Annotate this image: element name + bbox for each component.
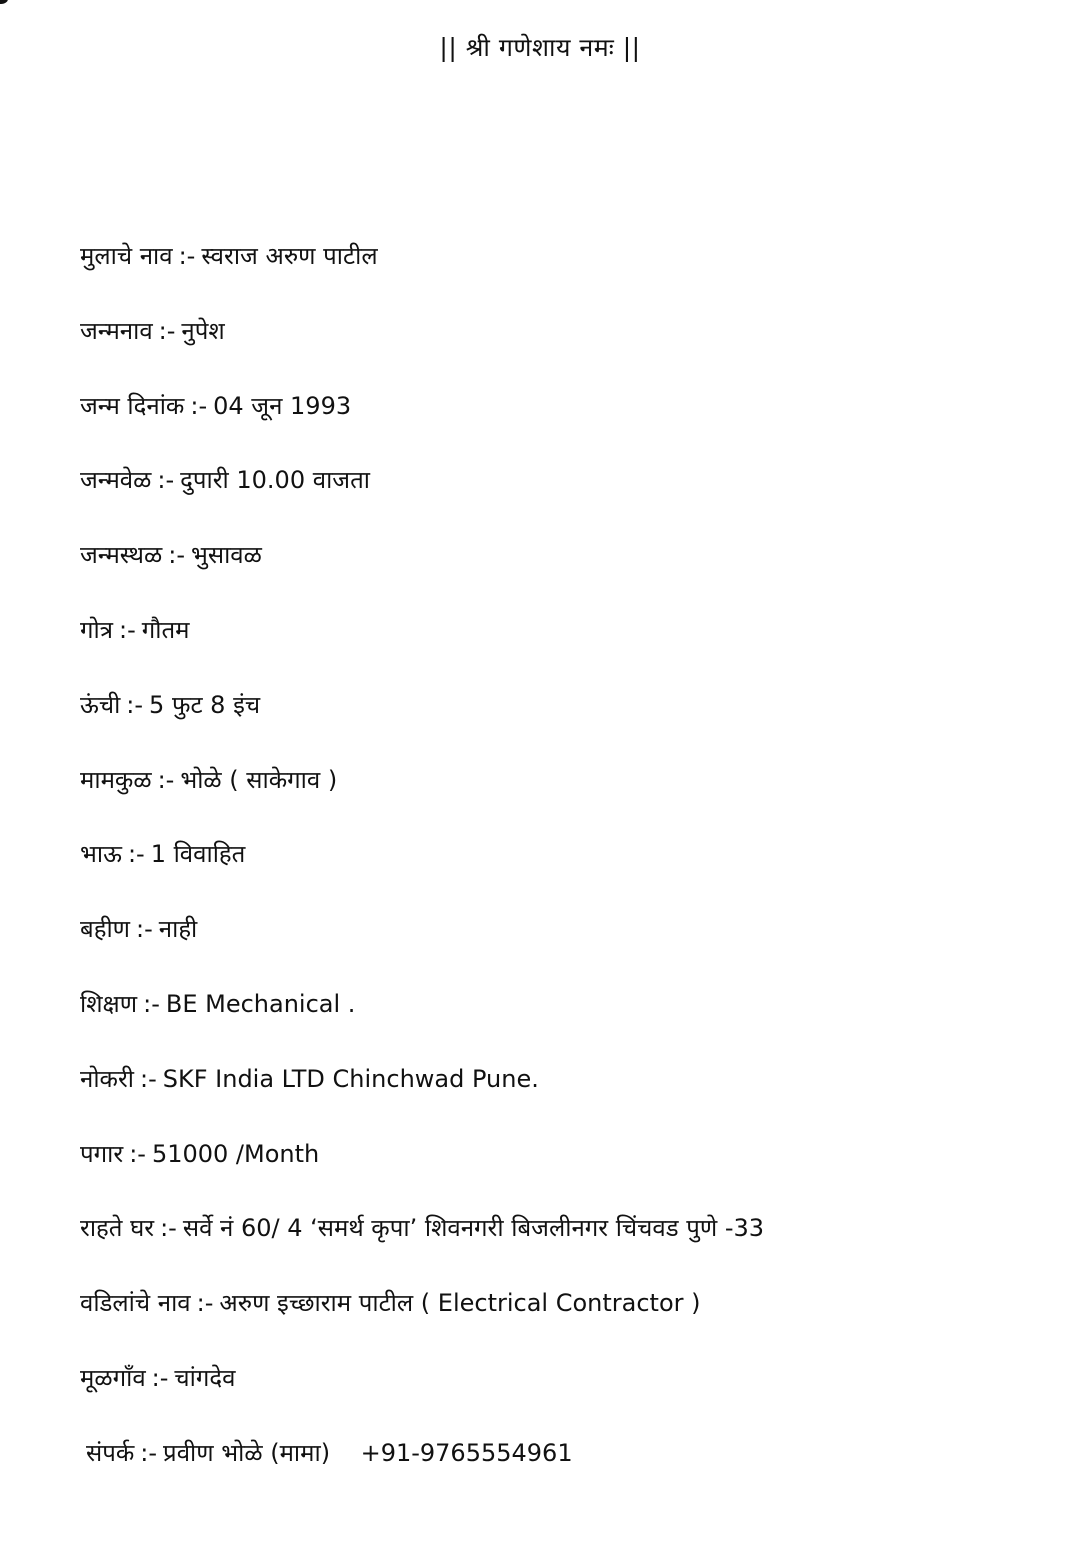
field-separator: :- [196,1289,214,1318]
field-label: बहीण [80,915,131,944]
field-separator: :- [178,242,196,270]
field-value: भुसावळ [190,541,262,570]
field-row-birth-time [80,459,1040,534]
field-row-height [80,684,1040,759]
field-separator: :- [140,1064,157,1093]
field-value: BE Mechanical . [165,989,356,1018]
field-label: जन्म दिनांक [80,391,185,420]
page-header: || श्री गणेशाय नमः || [439,33,641,62]
field-label: जन्मनाव [80,316,153,345]
field-separator: :- [160,1214,177,1243]
field-value: SKF India LTD Chinchwad Pune. [162,1064,539,1093]
field-separator: :- [151,1363,169,1392]
field-row-job [80,1058,1040,1133]
field-row-name [80,235,1040,310]
field-separator: :- [158,316,176,345]
field-row-birth-date [80,385,1040,460]
field-row-brother [80,833,1040,908]
field-value: चांगदेव [174,1363,236,1392]
field-value: नाही [158,915,198,944]
field-label: गोत्र [80,615,113,644]
field-row-contact [80,1432,1040,1507]
field-row-education [80,983,1040,1058]
field-value: नुपेश [181,316,225,345]
field-row-gotra [80,609,1040,684]
field-value: 51000 /Month [151,1139,320,1168]
field-label: मामकुळ [80,765,152,794]
field-separator: :- [157,466,175,495]
field-value: 5 फुट 8 इंच [149,690,261,719]
field-label: नोकरी [80,1064,134,1093]
field-label: वडिलांचे नाव [80,1289,191,1318]
field-label: शिक्षण [80,989,138,1018]
field-value: अरुण इच्छाराम पाटील ( Electrical Contractor ) [219,1289,701,1318]
field-value: 04 जून 1993 [213,391,352,420]
field-label: भाऊ [80,840,122,869]
field-value: प्रवीण भोळे (मामा) +91-9765554961 [163,1438,573,1467]
field-row-native-village [80,1357,1040,1432]
field-value: भोळे ( साकेगाव ) [180,765,338,794]
field-label: ऊंची [80,690,121,719]
field-separator: :- [126,690,144,719]
field-separator: :- [168,541,185,570]
field-row-residence [80,1207,1040,1282]
field-row-birth-place [80,534,1040,609]
field-row-father-name [80,1282,1040,1357]
field-row-salary [80,1133,1040,1208]
field-row-birth-name [80,310,1040,385]
field-separator: :- [136,915,153,944]
field-row-maternal-family [80,759,1040,834]
field-value: दुपारी 10.00 वाजता [180,466,370,495]
field-label: पगार [80,1139,124,1168]
corner-mark [0,0,8,4]
field-separator: :- [157,765,175,794]
field-label: जन्मस्थळ [80,541,163,570]
field-label: जन्मवेळ [80,466,152,495]
field-separator: :- [127,840,145,869]
field-value: सर्वे नं 60/ 4 ‘समर्थ कृपा’ शिवनगरी बिजलीनगर चिंचवड पुणे -33 [182,1214,765,1243]
field-label: संपर्क [86,1438,135,1467]
field-value: स्वराज अरुण पाटील [201,242,378,270]
field-separator: :- [118,615,136,644]
field-label: राहते घर [80,1214,155,1243]
field-separator: :- [190,391,208,420]
biodata-fields [80,235,1040,1507]
field-separator: :- [143,989,160,1018]
field-label: मुलाचे नाव [80,242,173,270]
field-label: मूळगाँव [80,1363,146,1392]
field-value: 1 विवाहित [150,840,246,869]
field-value: गौतम [141,615,190,644]
field-row-sister [80,908,1040,983]
field-separator: :- [129,1139,146,1168]
field-separator: :- [140,1438,158,1467]
